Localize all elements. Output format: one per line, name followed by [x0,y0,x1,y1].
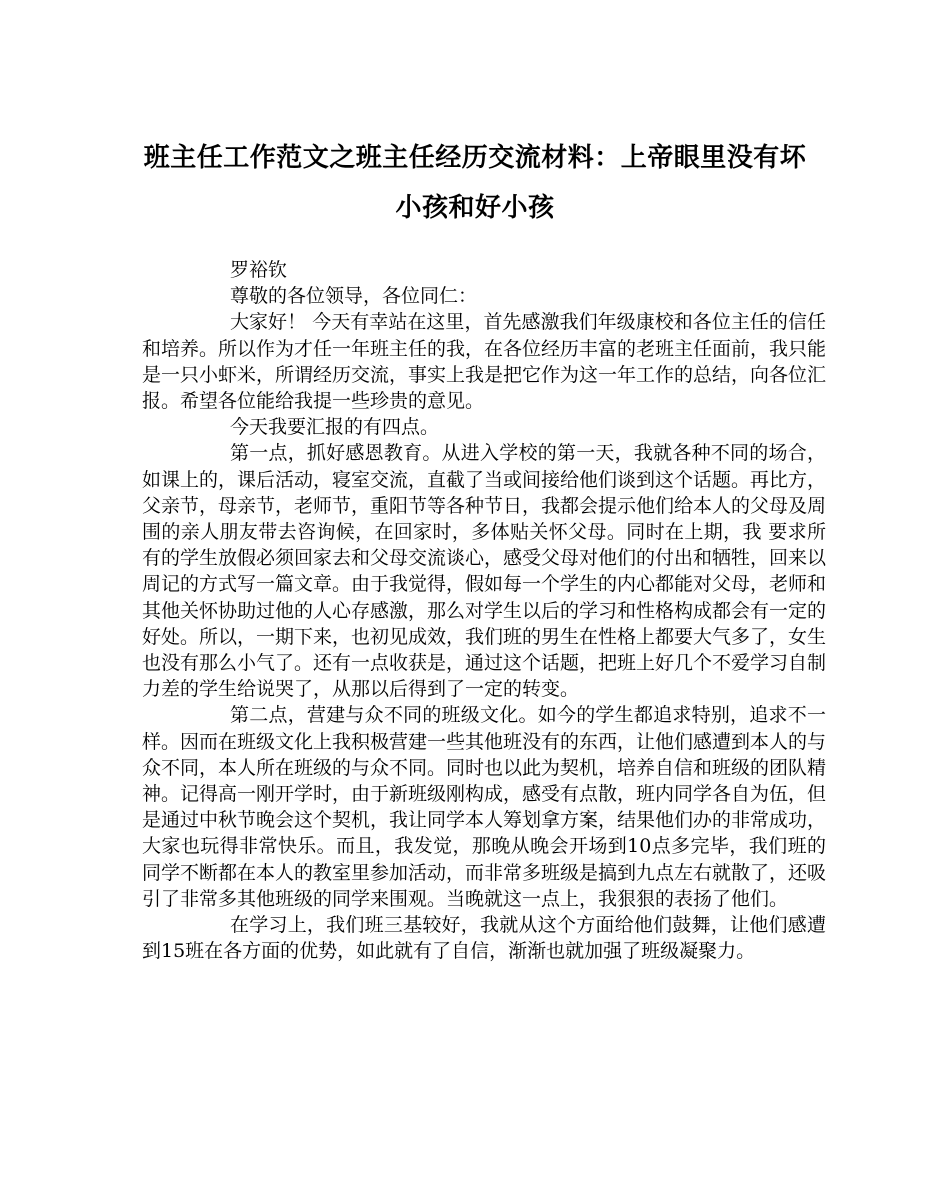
author-line: 罗裕钦 [230,259,288,281]
paragraph-intro: 大家好！ 今天有幸站在这里，首先感激我们年级康校和各位主任的信任和培养。所以作为才任一年班主任的我，在各位经历丰富的老班主任面前，我只能是一只小虾米，所谓经历交流，事实上我是把它作为这一年工作的总结，向各位汇报。希望各位能给我提一些珍贵的意见。 [142,311,827,413]
document-body [142,257,826,964]
document-title: 班主任工作范文之班主任经历交流材料：上帝眼里没有坏小孩和好小孩 [143,143,807,223]
paragraph-point-two: 第二点，营建与众不同的班级文化。如今的学生都追求特别，追求不一样。因而在班级文化上我积极营建一些其他班没有的东西，让他们感遭到本人的与众不同，本人所在班级的与众不同。同时也以此为契机，培养自信和班级的团队精神。记得高一刚开学时，由于新班级刚构成，感受有点散，班内同学各自为伍，但是通过中秋节晚会这个契机，我让同学本人筹划拿方案，结果他们办的非常成功，大家也玩得非常快乐。而且，我发觉，那晚从晚会开场到10点多完毕，我们班的同学不断都在本人的教室里参加活动，而非常多班级是搞到九点左右就散了，还吸引了非常多其他班级的同学来围观。当晚就这一点上，我狠狠的表扬了他们。 [142,704,827,910]
paragraph-study: 在学习上，我们班三基较好，我就从这个方面给他们鼓舞，让他们感遭到15班在各方面的优势，如此就有了自信，渐渐也就加强了班级凝聚力。 [142,914,826,963]
paragraph-overview: 今天我要汇报的有四点。 [230,416,440,439]
greeting-line: 尊敬的各位领导，各位同仁： [230,285,478,308]
paragraph-point-one: 第一点，抓好感恩教育。从进入学校的第一天，我就各种不同的场合，如课上的，课后活动，寝室交流，直截了当或间接给他们谈到这个话题。再比方，父亲节，母亲节，老师节，重阳节等各种节日，我都会提示他们给本人的父母及周围的亲人朋友带去咨询候，在回家时，多体贴关怀父母。同时在上期，我 要求所有的学生放假必须回家去和父母交流谈心，感受父母对他们的付出和牺牲，回来以周记的方式写一篇文章。由于我觉得，假如每一个学生的内心都能对父母，老师和其他关怀协助过他的人心存感激，那么对学生以后的学习和性格构成都会有一定的好处。所以，一期下来，也初见成效，我们班的男生在性格上都要大气多了，女生也没有那么小气了。还有一点收获是，通过这个话题，把班上好几个不爱学习自制力差的学生给说哭了，从那以后得到了一定的转变。 [142,442,827,701]
